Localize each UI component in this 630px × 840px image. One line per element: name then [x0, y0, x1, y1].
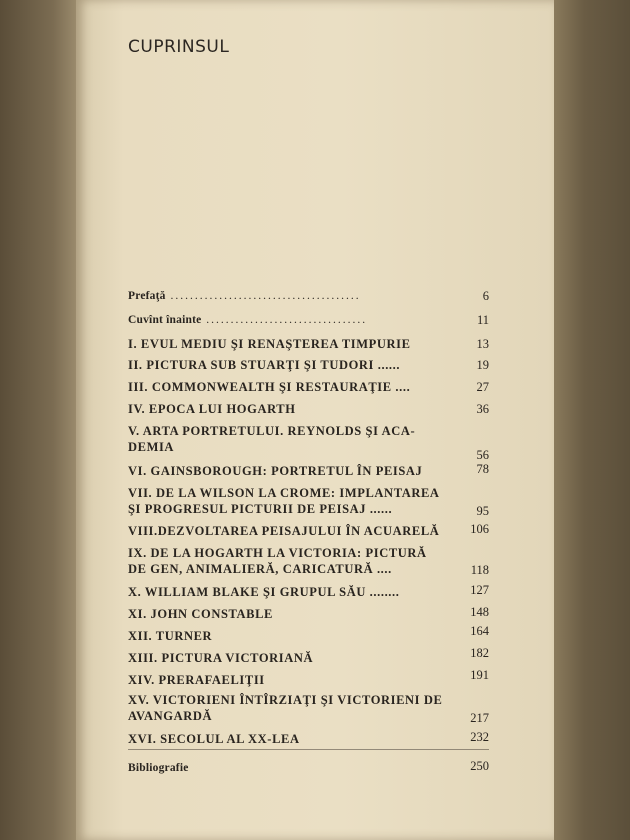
toc-entry-cuvint-inainte: Cuvînt înainte ................................. 11 — [128, 313, 489, 327]
page-number: 95 — [476, 504, 489, 518]
toc-entry-chapter-15: XV. VICTORIENI ÎNTÎRZIAŢI ŞI VICTORIENI DE AVANGARDĂ 217 — [128, 693, 489, 725]
page-number: 56 — [476, 448, 489, 462]
toc-entry-prefata: Prefaţă ....................................... 6 — [128, 289, 489, 303]
toc-entry-bibliografie: Bibliografie 250 — [128, 759, 489, 774]
toc-entry-chapter-12: XII. TURNER 164 — [128, 624, 489, 643]
toc-entry-chapter-16: XVI. SECOLUL AL XX-LEA 232 — [128, 730, 489, 746]
page-number: 191 — [470, 668, 489, 682]
page-number: 27 — [476, 380, 489, 394]
page-number: 127 — [470, 583, 489, 597]
toc-entry-chapter-5: V. ARTA PORTRETULUI. REYNOLDS ŞI ACA- DEMIA 56 — [128, 424, 489, 462]
page-number: 11 — [476, 313, 489, 327]
toc-entry-chapter-3: III. COMMONWEALTH ŞI RESTAURAŢIE .... 27 — [128, 380, 489, 394]
page-number: 19 — [476, 358, 489, 372]
toc-entry-chapter-8: VIII.DEZVOLTAREA PEISAJULUI ÎN ACUARELĂ 106 — [128, 522, 489, 538]
page-number: 106 — [470, 522, 489, 536]
toc-entry-chapter-1: I. EVUL MEDIU ŞI RENAŞTEREA TIMPURIE 13 — [128, 337, 489, 351]
book-gutter-left — [0, 0, 76, 840]
page-number: 250 — [470, 759, 489, 773]
toc-entry-chapter-4: IV. EPOCA LUI HOGARTH 36 — [128, 402, 489, 416]
page-number: 164 — [470, 624, 489, 638]
toc-entry-chapter-10: X. WILLIAM BLAKE ŞI GRUPUL SĂU ........ 127 — [128, 583, 489, 599]
page-number: 182 — [470, 646, 489, 660]
page-number: 118 — [470, 563, 489, 577]
page-title: CUPRINSUL — [128, 37, 230, 57]
page-number: 13 — [476, 337, 489, 351]
page-number: 6 — [482, 289, 489, 303]
page-number: 148 — [470, 605, 489, 619]
toc-entry-chapter-9: IX. DE LA HOGARTH LA VICTORIA: PICTURĂ DE GEN, ANIMALIERĂ, CARICATURĂ .... 118 — [128, 546, 489, 577]
page-number: 36 — [476, 402, 489, 416]
page-number: 232 — [470, 730, 489, 744]
toc-entry-chapter-2: II. PICTURA SUB STUARŢI ŞI TUDORI ...... 19 — [128, 358, 489, 372]
page-number: 217 — [470, 711, 489, 725]
toc-entry-chapter-13: XIII. PICTURA VICTORIANĂ 182 — [128, 646, 489, 665]
divider-line — [128, 749, 489, 750]
book-edge-right — [554, 0, 630, 840]
page-number: 78 — [476, 462, 489, 476]
toc-entry-chapter-11: XI. JOHN CONSTABLE 148 — [128, 605, 489, 621]
toc-entry-chapter-6: VI. GAINSBOROUGH: PORTRETUL ÎN PEISAJ 78 — [128, 462, 489, 478]
toc-entry-chapter-7: VII. DE LA WILSON LA CROME: IMPLANTAREA ŞI PROGRESUL PICTURII DE PEISAJ ...... 95 — [128, 486, 489, 518]
toc-entry-chapter-14: XIV. PRERAFAELIŢII 191 — [128, 668, 489, 687]
